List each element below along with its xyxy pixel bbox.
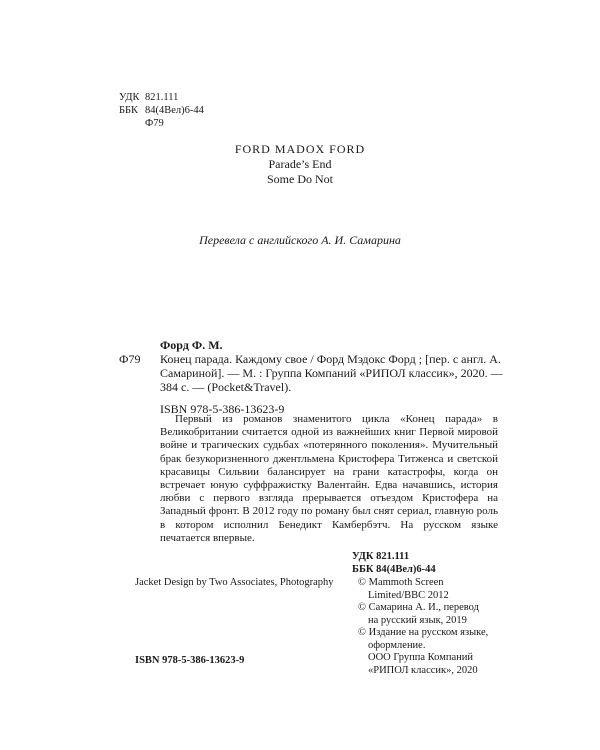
original-series: Parade’s End xyxy=(268,157,332,171)
catalog-description-wrap xyxy=(119,352,519,394)
copyright-line: на русский язык, 2019 xyxy=(368,614,467,626)
copyright-line: Limited/BBC 2012 xyxy=(368,589,449,601)
catalog-description-rest: с англ. А. Самариной]. — М. : Группа Компаний «РИПОЛ классик», 2020. — 384 с. — (Pocket&Travel). xyxy=(160,352,503,394)
bbk-value: 84(4Вел)6-44 xyxy=(145,105,204,116)
udk-value: 821.111 xyxy=(145,92,179,103)
copyright-line: «РИПОЛ классик», 2020 xyxy=(368,664,478,676)
annotation-text: Первый из романов знаменитого цикла «Конец парада» в Великобритании считается одной из важнейших книг Первой мировой войне и трагических судьбах «потерянного поколения». Мучительный брак безукоризненного джентльмена Кристофера Титженса и светской красавицы Сильвии балансирует на грани катастрофы, когда он встречает юную суффражистку Валентайн. Едва начавшись, история любви с первого взгляда прерывается отъездом Кристофера на Западный фронт. В 2012 году по роману был снят сериал, главную роль в котором исполнил Бенедикт Камбербэтч. На русском языке печатается впервые. xyxy=(160,413,498,544)
credit-left: Jacket Design by Two Associates, Photography xyxy=(135,577,334,588)
catalog-heading: Форд Ф. М. xyxy=(160,338,223,352)
copyright-line: © Mammoth Screen xyxy=(358,577,444,588)
copyright-line: оформление. xyxy=(368,639,426,651)
udk-bottom: УДК 821.111 xyxy=(352,551,410,562)
classification-block xyxy=(119,91,269,130)
udk-bottom-block xyxy=(352,550,482,576)
bbk-label: ББК xyxy=(119,105,139,116)
copyright-line: © Самарина А. И., перевод xyxy=(358,602,479,613)
bbk-row xyxy=(119,104,269,117)
original-title-block xyxy=(0,142,600,187)
author-code: Ф79 xyxy=(145,118,164,129)
copyright-block xyxy=(358,577,498,677)
catalog-record xyxy=(119,338,519,417)
catalog-code: Ф79 xyxy=(119,352,141,366)
author-code-row xyxy=(119,117,269,130)
udk-row xyxy=(119,91,269,104)
bbk-bottom: ББК 84(4Вел)6-44 xyxy=(352,564,436,575)
translator-note: Перевела с английского А. И. Самарина xyxy=(199,233,401,247)
original-title: Some Do Not xyxy=(267,172,333,186)
isbn-bottom: ISBN 978-5-386-13623-9 xyxy=(135,655,245,666)
catalog-description-line1: Конец парада. Каждому свое / Форд Мэдокс Форд ; [пер. xyxy=(160,352,450,366)
original-author: FORD MADOX FORD xyxy=(234,142,366,156)
copyright-line: ООО Группа Компаний xyxy=(368,652,473,663)
copyright-line: © Издание на русском языке, xyxy=(358,627,489,638)
udk-label: УДК xyxy=(119,92,140,103)
catalog-isbn: ISBN 978-5-386-13623-9 xyxy=(160,402,285,416)
catalog-description xyxy=(160,352,516,394)
